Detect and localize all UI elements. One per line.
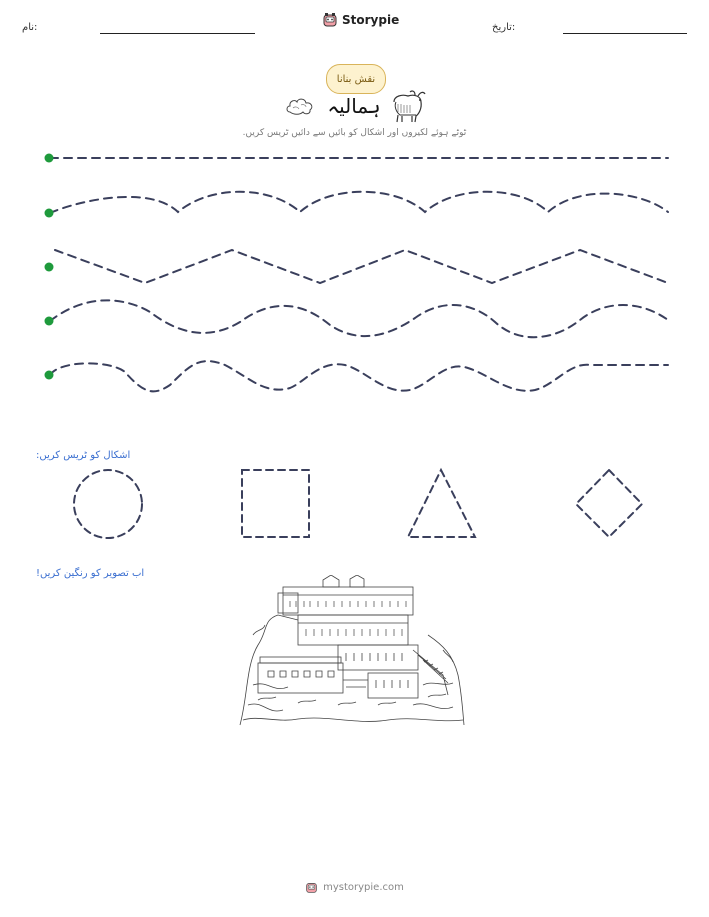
- trace-line-wave-3[interactable]: [50, 361, 668, 391]
- shapes-section-label: اشکال کو ٹریس کریں:: [36, 450, 131, 461]
- instruction-text: ٹوٹے ہوئے لکیروں اور اشکال کو بائیں سے دائیں ٹریس کریں.: [242, 128, 467, 138]
- trace-line-wave-2[interactable]: [50, 300, 668, 337]
- trace-shape-square[interactable]: [242, 470, 309, 537]
- brand-name: Storypie: [342, 13, 400, 27]
- trace-line-wave-1[interactable]: [50, 192, 668, 213]
- tracing-lines-area: [0, 140, 709, 400]
- start-dot-icon: [45, 317, 54, 326]
- start-dot-icon: [45, 154, 54, 163]
- name-line[interactable]: [100, 33, 255, 34]
- footer: [0, 881, 709, 894]
- brand-logo: [322, 12, 399, 28]
- trace-shapes-area: [0, 460, 709, 550]
- activity-badge: نقش بنانا: [326, 64, 386, 94]
- start-dot-icon: [45, 263, 54, 272]
- storypie-mascot-icon: [305, 881, 318, 894]
- storypie-mascot-icon: [322, 12, 338, 28]
- cloud-icon: [284, 94, 316, 118]
- date-line[interactable]: [563, 33, 687, 34]
- yak-icon: [388, 88, 428, 124]
- start-dot-icon: [45, 209, 54, 218]
- trace-shape-diamond[interactable]: [576, 470, 642, 537]
- start-dot-icon: [45, 371, 54, 380]
- coloring-section-label: اب تصویر کو رنگین کریں!: [36, 568, 145, 579]
- trace-line-zigzag[interactable]: [55, 250, 668, 283]
- trace-shape-circle[interactable]: [74, 470, 142, 538]
- date-label: تاریخ:: [492, 22, 516, 33]
- name-label: نام:: [22, 22, 38, 33]
- footer-url[interactable]: mystorypie.com: [323, 882, 404, 893]
- page-title: ہمالیہ: [327, 94, 381, 118]
- trace-shape-triangle[interactable]: [408, 470, 475, 537]
- monastery-drawing[interactable]: [238, 575, 468, 730]
